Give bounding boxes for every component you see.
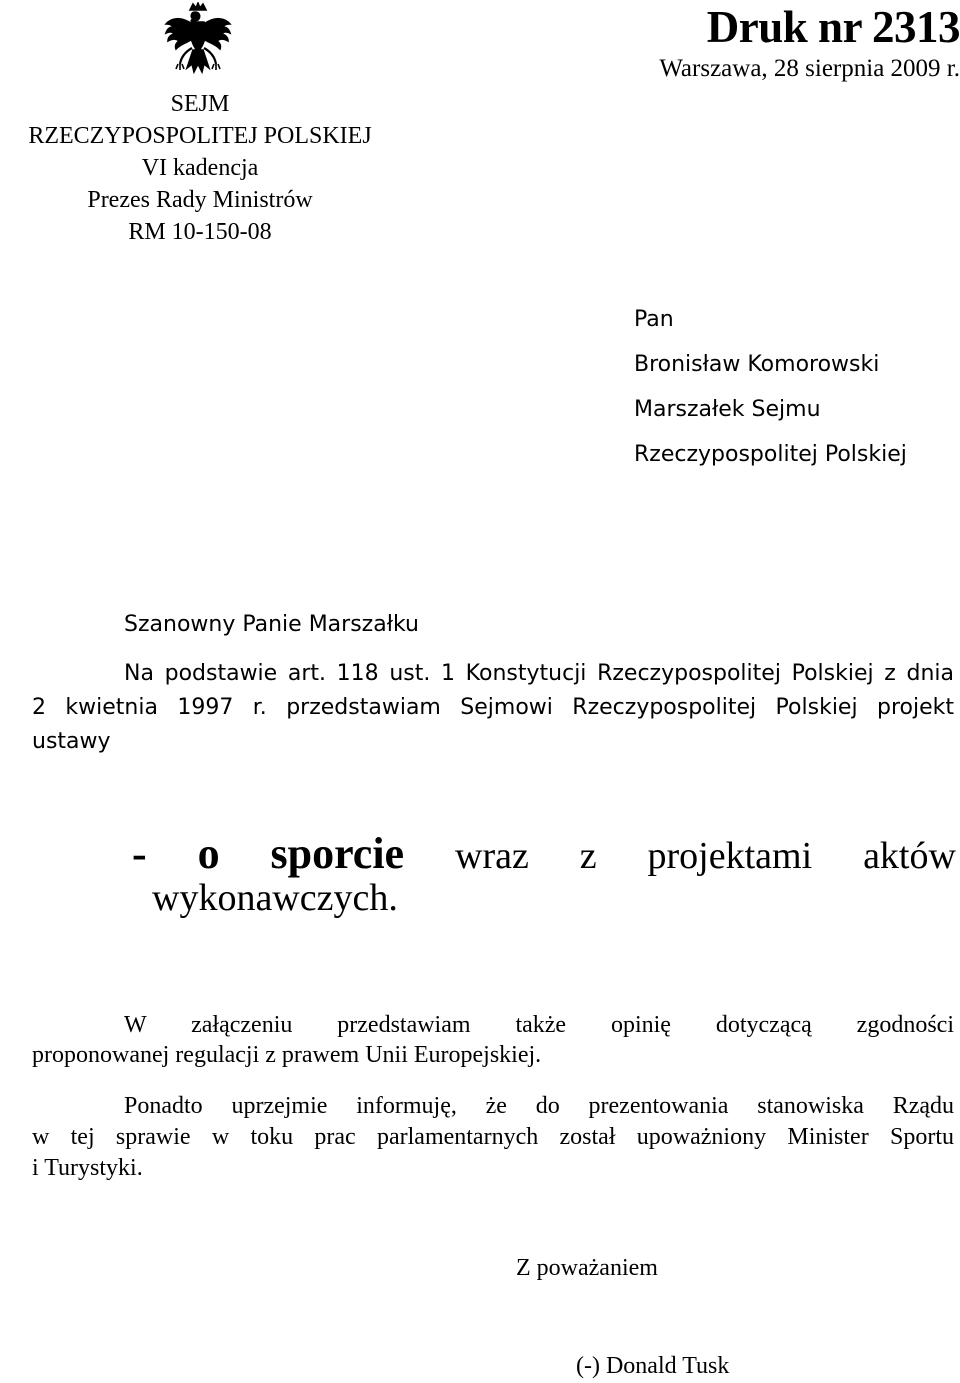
header-sejm: SEJM bbox=[170, 91, 230, 117]
header-ref-number: RM 10-150-08 bbox=[128, 219, 272, 245]
addressee-line-1: Pan bbox=[634, 307, 674, 332]
title-sporcie: sporcie bbox=[270, 829, 405, 878]
paragraph3-line-2: w tej sprawie w toku prac parlamentarnych został upoważniony Minister Sportu bbox=[32, 1124, 954, 1150]
letter-date: Warszawa, 28 sierpnia 2009 r. bbox=[659, 55, 960, 82]
closing-phrase: Z poważaniem bbox=[516, 1255, 658, 1281]
paragraph2-line-2: proponowanej regulacji z prawem Unii Europejskiej. bbox=[32, 1042, 542, 1068]
druk-number: Druk nr 2313 bbox=[706, 2, 960, 52]
header-kadencja: VI kadencja bbox=[141, 155, 259, 181]
header-rzeczypospolitej: RZECZYPOSPOLITEJ POLSKIEJ bbox=[28, 123, 372, 149]
title-word-wraz: wraz bbox=[455, 835, 529, 877]
title-o: o bbox=[197, 829, 220, 878]
paragraph1-line-3: ustawy bbox=[32, 729, 111, 754]
addressee-line-2: Bronisław Komorowski bbox=[634, 352, 880, 377]
title-word-projektami: projektami bbox=[647, 835, 813, 877]
addressee-line-4: Rzeczypospolitej Polskiej bbox=[634, 442, 907, 467]
paragraph1-line-2: 2 kwietnia 1997 r. przedstawiam Sejmowi Rzeczypospolitej Polskiej projekt bbox=[32, 695, 954, 720]
bill-title-line-2: wykonawczych. bbox=[152, 877, 398, 919]
paragraph1-line-1: Na podstawie art. 118 ust. 1 Konstytucji Rzeczypospolitej Polskiej z dnia bbox=[124, 661, 954, 686]
title-word-z: z bbox=[579, 835, 597, 877]
paragraph3-line-3: i Turystyki. bbox=[32, 1155, 143, 1181]
header-prezes: Prezes Rady Ministrów bbox=[87, 187, 313, 213]
polish-eagle-emblem-icon bbox=[163, 2, 233, 80]
addressee-line-3: Marszałek Sejmu bbox=[634, 397, 821, 422]
signature: (-) Donald Tusk bbox=[576, 1353, 730, 1379]
paragraph3-line-1: Ponadto uprzejmie informuję, że do prezentowania stanowiska Rządu bbox=[124, 1093, 954, 1119]
bill-title-line-1 bbox=[132, 828, 956, 878]
paragraph2-line-1: W załączeniu przedstawiam także opinię dotyczącą zgodności bbox=[124, 1012, 954, 1038]
title-dash: - bbox=[132, 829, 147, 878]
salutation: Szanowny Panie Marszałku bbox=[124, 612, 419, 637]
title-word-aktow: aktów bbox=[863, 835, 956, 877]
